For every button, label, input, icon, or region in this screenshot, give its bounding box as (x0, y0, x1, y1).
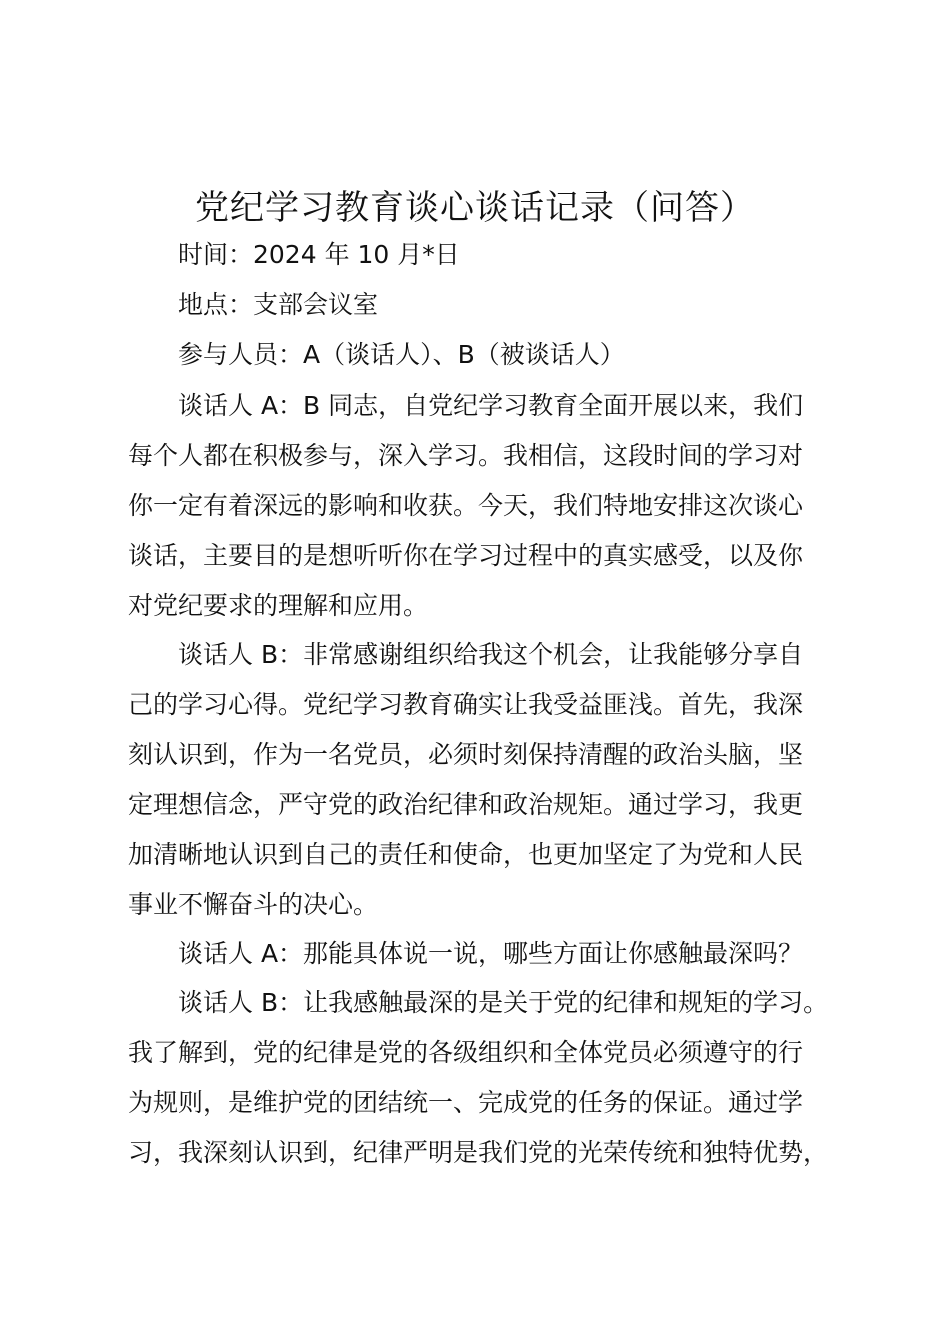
paragraph-1-line-3: 你一定有着深远的影响和收获。今天，我们特地安排这次谈心 (128, 491, 804, 520)
paragraph-4-line-4: 习，我深刻认识到，纪律严明是我们党的光荣传统和独特优势， (128, 1138, 829, 1167)
paragraph-1-line-5: 对党纪要求的理解和应用。 (128, 591, 429, 620)
paragraph-3-line-1: 谈话人 A：那能具体说一说，哪些方面让你感触最深吗？ (178, 939, 804, 968)
paragraph-1-line-2: 每个人都在积极参与，深入学习。我相信，这段时间的学习对 (128, 441, 804, 470)
paragraph-4-line-1: 谈话人 B：让我感触最深的是关于党的纪律和规矩的学习。 (178, 988, 829, 1017)
paragraph-2-line-1: 谈话人 B：非常感谢组织给我这个机会，让我能够分享自 (178, 640, 804, 669)
meta-participants: 参与人员：A（谈话人）、B（被谈话人） (178, 340, 625, 369)
paragraph-2-line-2: 己的学习心得。党纪学习教育确实让我受益匪浅。首先，我深 (128, 690, 804, 719)
paragraph-2-line-6: 事业不懈奋斗的决心。 (128, 890, 379, 919)
paragraph-2-line-3: 刻认识到，作为一名党员，必须时刻保持清醒的政治头脑，坚 (128, 740, 804, 769)
meta-time: 时间：2024 年 10 月*日 (178, 240, 460, 269)
paragraph-4-line-3: 为规则，是维护党的团结统一、完成党的任务的保证。通过学 (128, 1088, 804, 1117)
paragraph-2-line-4: 定理想信念，严守党的政治纪律和政治规矩。通过学习，我更 (128, 790, 804, 819)
meta-place: 地点：支部会议室 (178, 290, 379, 319)
paragraph-1-line-4: 谈话，主要目的是想听听你在学习过程中的真实感受，以及你 (128, 541, 804, 570)
paragraph-2-line-5: 加清晰地认识到自己的责任和使命，也更加坚定了为党和人民 (128, 840, 804, 869)
document-title: 党纪学习教育谈心谈话记录（问答） (195, 188, 755, 228)
paragraph-4-line-2: 我了解到，党的纪律是党的各级组织和全体党员必须遵守的行 (128, 1038, 804, 1067)
paragraph-1-line-1: 谈话人 A：B 同志，自党纪学习教育全面开展以来，我们 (178, 391, 804, 420)
